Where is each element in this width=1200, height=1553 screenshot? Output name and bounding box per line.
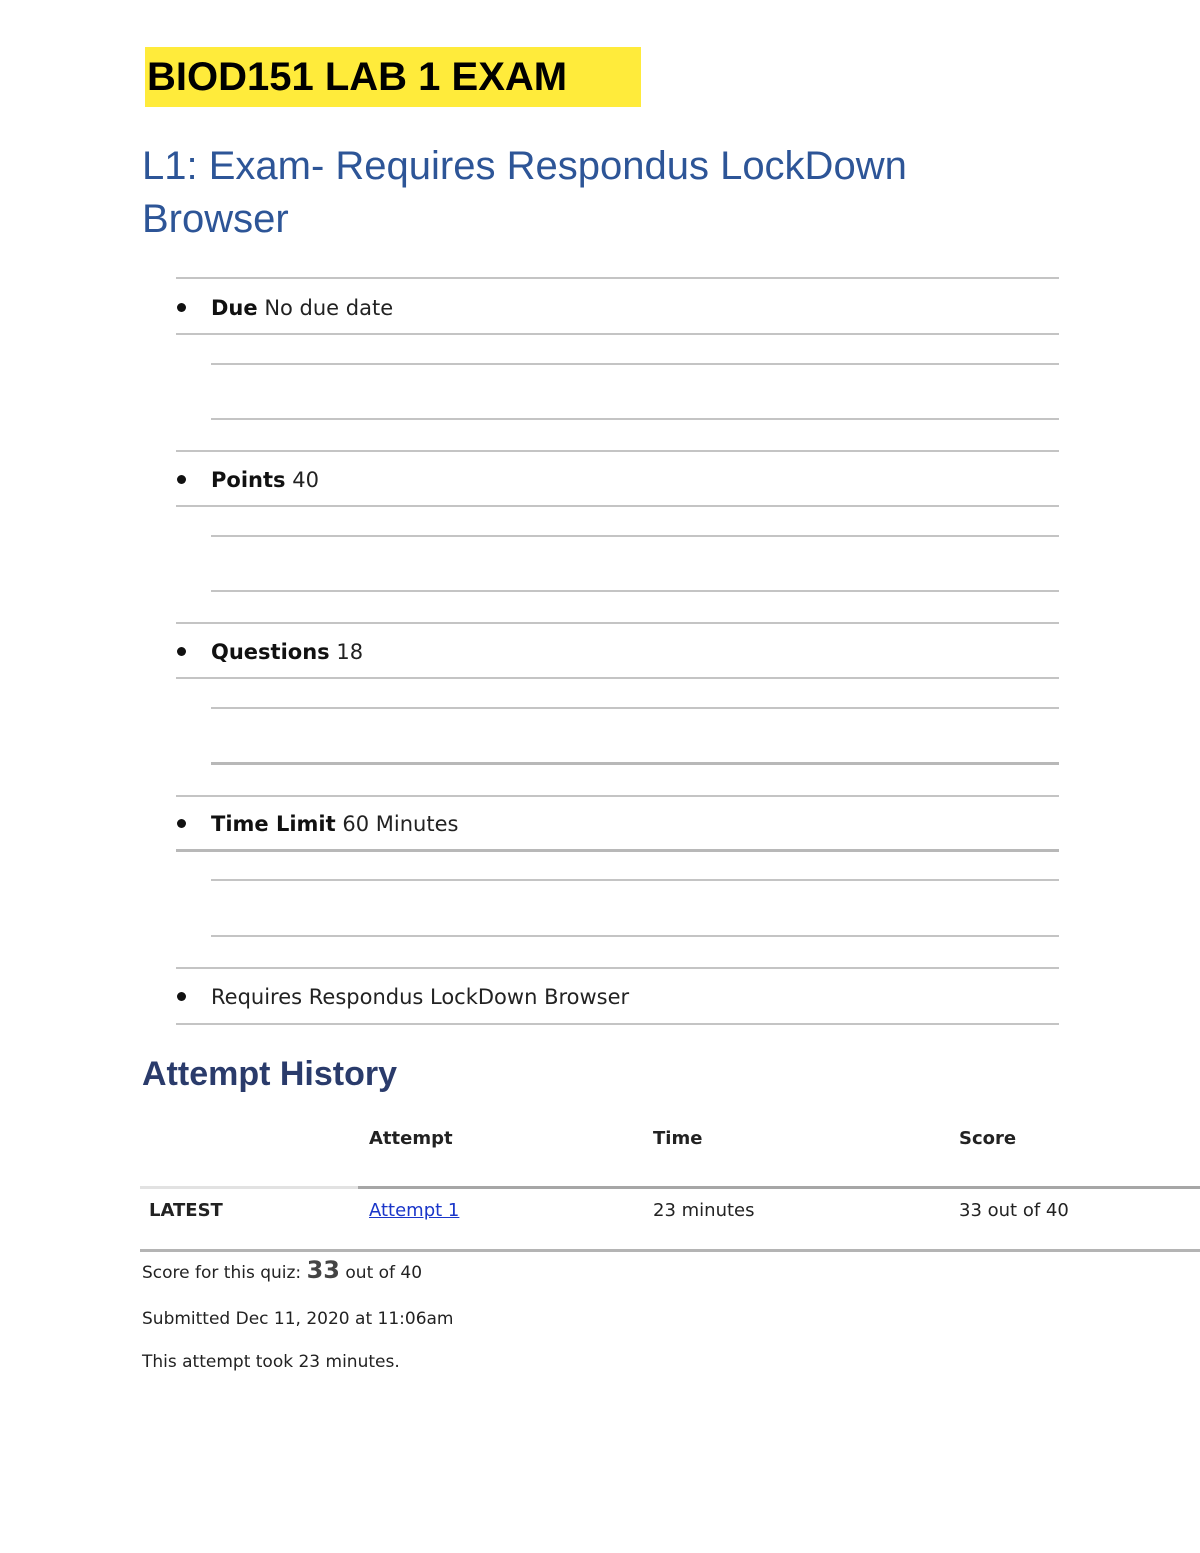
attempt-link[interactable]: Attempt 1 [369, 1200, 460, 1221]
document-title: BIOD151 LAB 1 EXAM [145, 47, 641, 107]
divider [176, 849, 1059, 852]
quiz-title: L1: Exam- Requires Respondus LockDown Browser [142, 144, 907, 241]
divider [211, 535, 1059, 537]
column-header-time: Time [653, 1128, 703, 1149]
score-value: 33 [306, 1256, 340, 1284]
divider [176, 450, 1059, 452]
attempt-history-heading: Attempt History [142, 1055, 398, 1093]
column-header-score: Score [959, 1128, 1017, 1149]
attempt-time: 23 minutes [653, 1200, 755, 1221]
divider [211, 935, 1059, 937]
divider [176, 622, 1059, 624]
detail-label: Points [211, 468, 286, 492]
divider [176, 677, 1059, 679]
bullet-icon [177, 992, 186, 1001]
detail-value: 40 [292, 468, 319, 492]
divider [211, 762, 1059, 765]
duration-text: This attempt took 23 minutes. [142, 1352, 400, 1372]
divider [211, 418, 1059, 420]
submitted-text: Submitted Dec 11, 2020 at 11:06am [142, 1309, 454, 1329]
detail-label: Time Limit [211, 812, 336, 836]
bullet-icon [177, 819, 186, 828]
detail-label: Questions [211, 640, 330, 664]
detail-lockdown [176, 982, 629, 1012]
divider [211, 590, 1059, 592]
divider [176, 277, 1059, 279]
detail-value: No due date [264, 296, 394, 320]
detail-value: Requires Respondus LockDown Browser [211, 985, 630, 1009]
detail-due [176, 293, 393, 323]
detail-value: 60 Minutes [342, 812, 459, 836]
attempt-score: 33 out of 40 [959, 1200, 1069, 1221]
detail-label: Due [211, 296, 258, 320]
detail-questions [176, 637, 363, 667]
divider [176, 795, 1059, 797]
attempt-link-cell [369, 1198, 459, 1224]
score-prefix: Score for this quiz: [142, 1263, 302, 1283]
column-header-attempt: Attempt [369, 1128, 453, 1149]
bullet-icon [177, 475, 186, 484]
divider [176, 505, 1059, 507]
table-divider [140, 1186, 358, 1189]
score-suffix: out of 40 [345, 1263, 423, 1283]
divider [211, 363, 1059, 365]
divider [176, 967, 1059, 969]
detail-value: 18 [336, 640, 364, 664]
divider [211, 879, 1059, 881]
table-divider [140, 1249, 1200, 1252]
detail-time-limit [176, 809, 458, 839]
table-divider [358, 1186, 1200, 1189]
divider [176, 1023, 1059, 1025]
quiz-score-summary [142, 1257, 422, 1286]
bullet-icon [177, 647, 186, 656]
detail-points [176, 465, 319, 495]
divider [176, 333, 1059, 335]
divider [211, 707, 1059, 709]
latest-badge: LATEST [149, 1200, 223, 1221]
bullet-icon [177, 303, 186, 312]
